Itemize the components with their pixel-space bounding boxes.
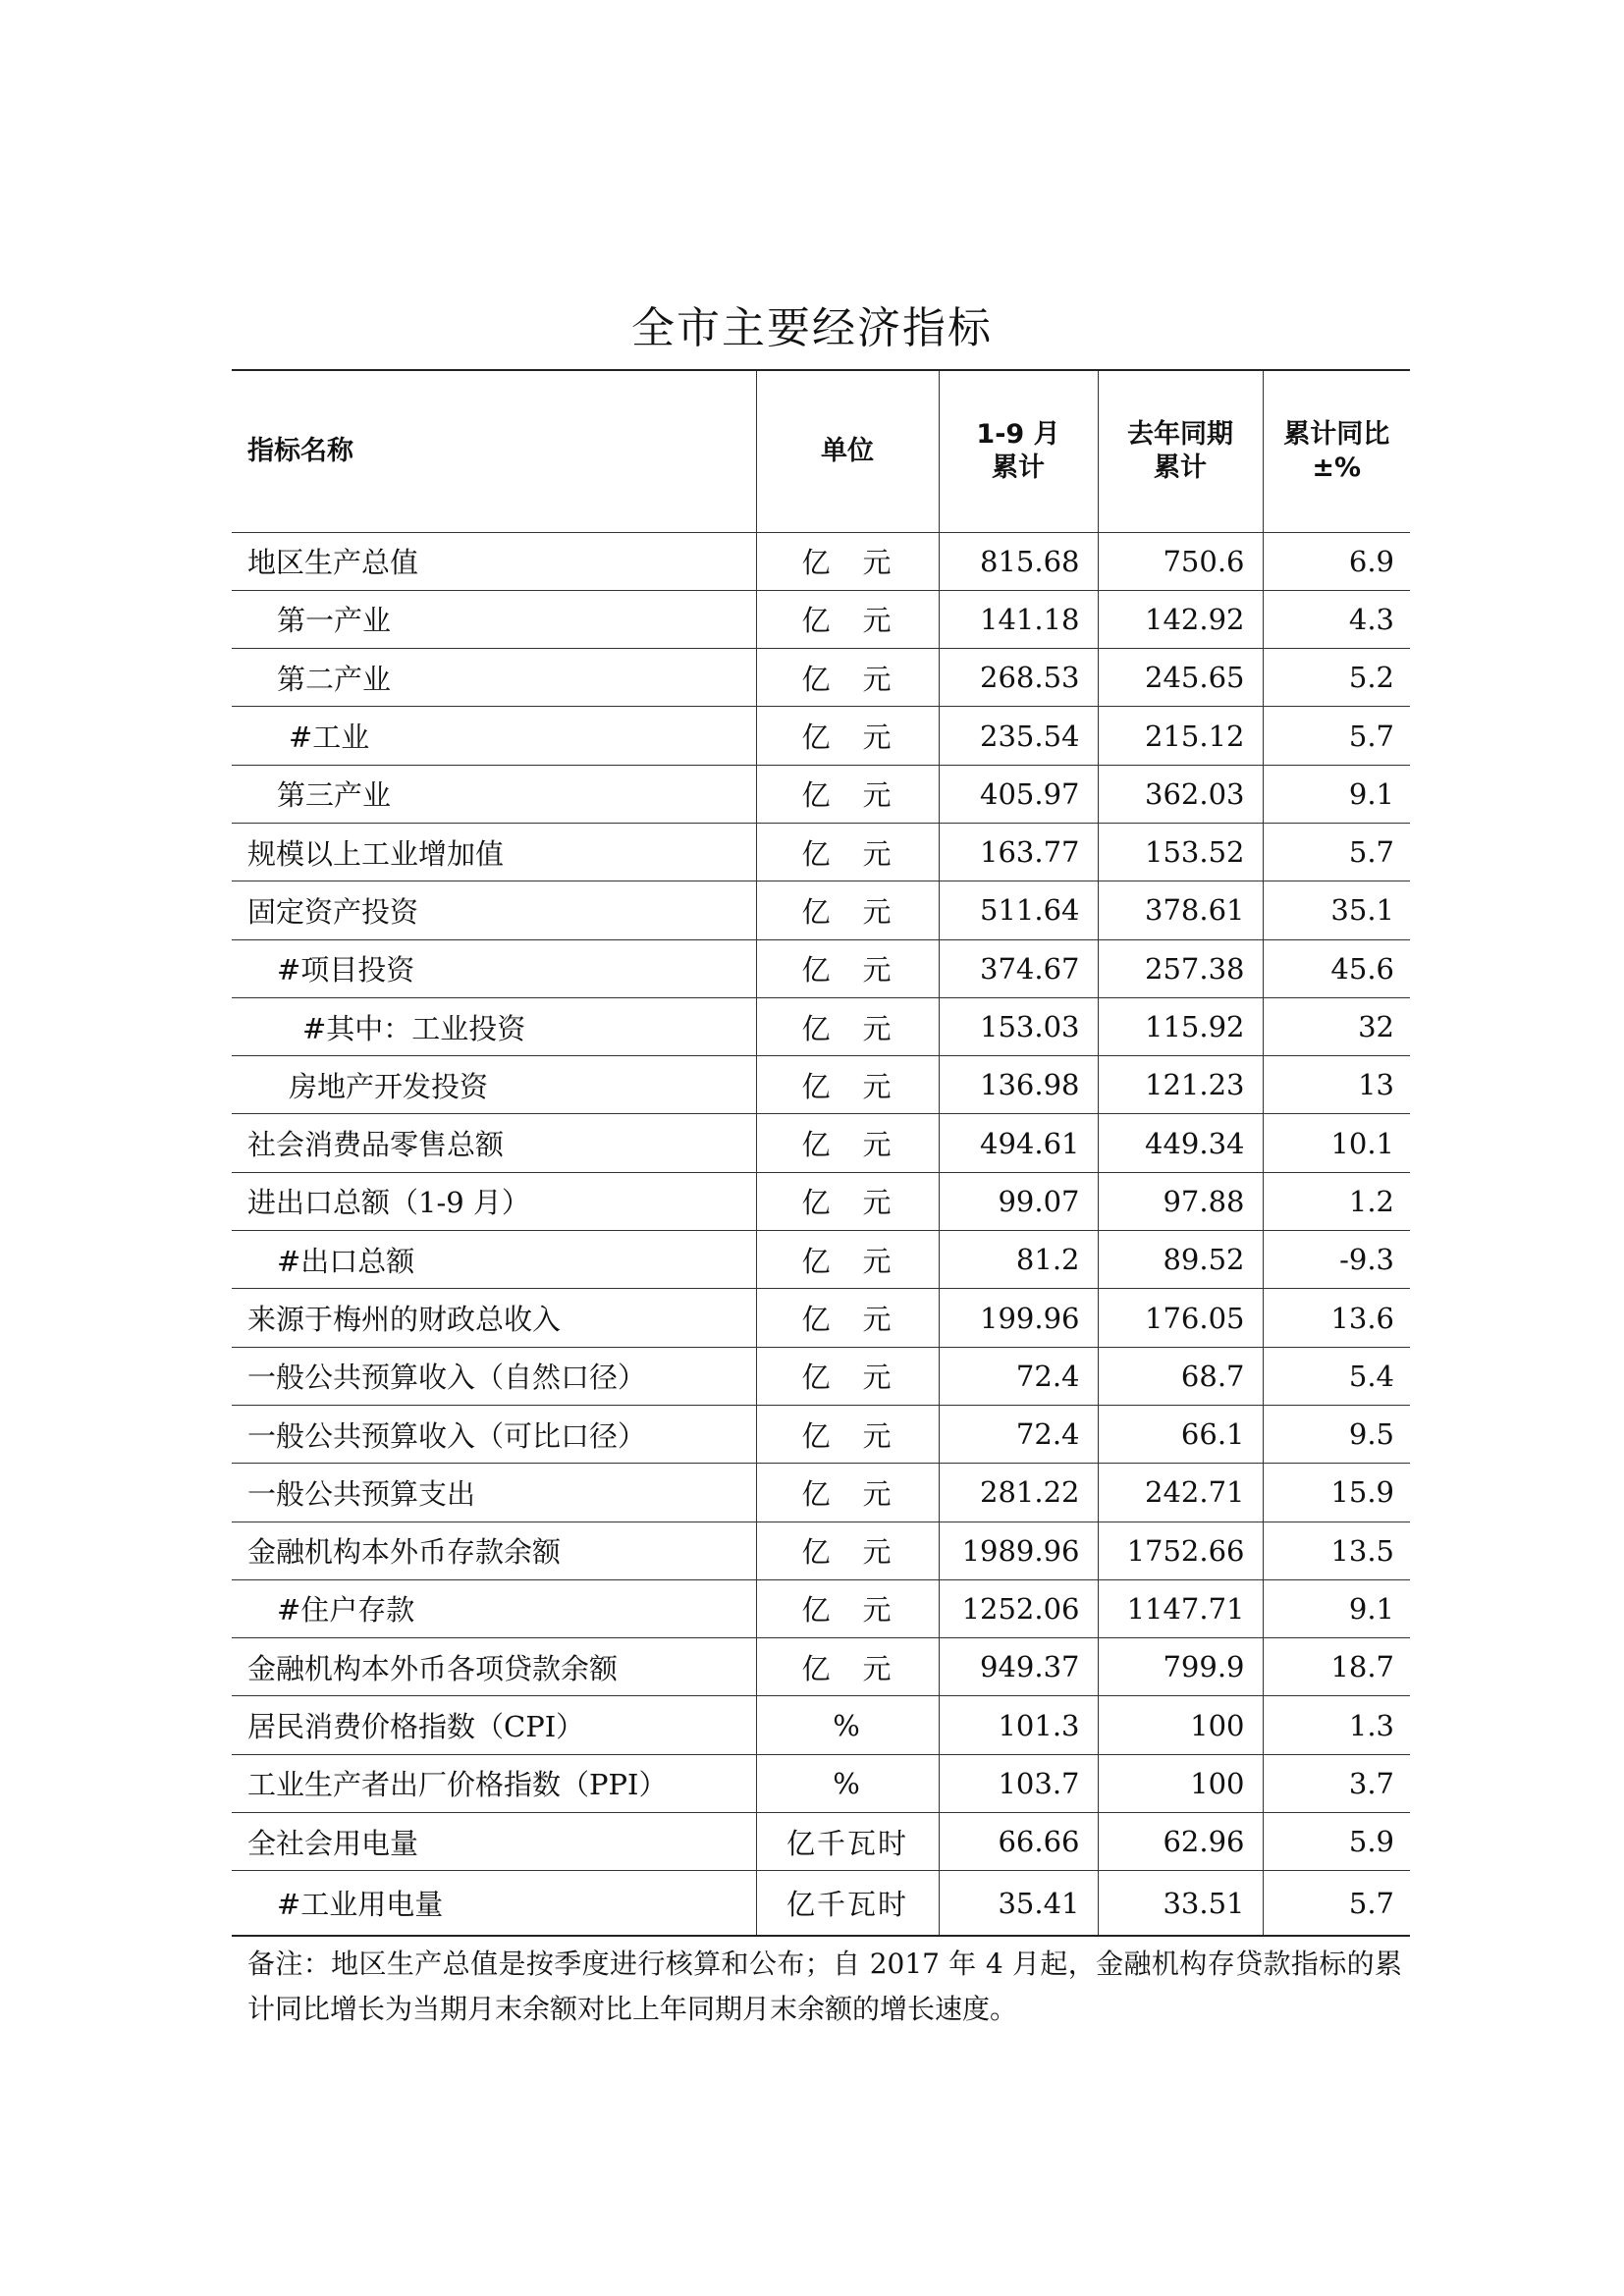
header-growth-line2: ±% <box>1312 452 1362 483</box>
unit-cell: 亿 元 <box>756 1522 939 1579</box>
current-value-cell: 405.97 <box>939 765 1098 823</box>
previous-value-cell: 142.92 <box>1098 590 1263 648</box>
growth-value-cell: 35.1 <box>1263 881 1410 939</box>
unit-cell: 亿 元 <box>756 1347 939 1405</box>
indicator-name-cell: #住户存款 <box>232 1579 756 1637</box>
growth-value-cell: 4.3 <box>1263 590 1410 648</box>
table-row <box>232 1114 1410 1172</box>
previous-value-cell: 66.1 <box>1098 1405 1263 1463</box>
indicator-name-cell: 固定资产投资 <box>232 881 756 939</box>
economic-indicators-table <box>232 369 1410 1937</box>
unit-cell: 亿 元 <box>756 765 939 823</box>
indicator-name-cell: 第一产业 <box>232 590 756 648</box>
previous-value-cell: 362.03 <box>1098 765 1263 823</box>
unit-cell: 亿 元 <box>756 1231 939 1289</box>
indicator-name-cell: 金融机构本外币存款余额 <box>232 1522 756 1579</box>
table-row <box>232 1871 1410 1936</box>
indicator-name-cell: 一般公共预算支出 <box>232 1464 756 1522</box>
indicator-name-cell: #工业用电量 <box>232 1871 756 1936</box>
table-row <box>232 823 1410 881</box>
growth-value-cell: 1.3 <box>1263 1696 1410 1754</box>
current-value-cell: 141.18 <box>939 590 1098 648</box>
growth-value-cell: 9.1 <box>1263 765 1410 823</box>
previous-value-cell: 242.71 <box>1098 1464 1263 1522</box>
table-row <box>232 1056 1410 1114</box>
indicator-name-cell: #工业 <box>232 707 756 765</box>
previous-value-cell: 750.6 <box>1098 532 1263 590</box>
previous-value-cell: 115.92 <box>1098 997 1263 1055</box>
previous-value-cell: 257.38 <box>1098 939 1263 997</box>
header-current-line1: 1-9 月 <box>976 418 1060 450</box>
unit-cell: 亿 元 <box>756 590 939 648</box>
table-row <box>232 1289 1410 1347</box>
table-row <box>232 1172 1410 1230</box>
unit-cell: 亿 元 <box>756 997 939 1055</box>
previous-value-cell: 1147.71 <box>1098 1579 1263 1637</box>
table-row <box>232 1347 1410 1405</box>
unit-cell: 亿 元 <box>756 1056 939 1114</box>
previous-value-cell: 1752.66 <box>1098 1522 1263 1579</box>
current-value-cell: 103.7 <box>939 1754 1098 1812</box>
current-value-cell: 81.2 <box>939 1231 1098 1289</box>
indicator-name-cell: #项目投资 <box>232 939 756 997</box>
header-unit: 单位 <box>756 370 939 532</box>
header-previous-cumulative <box>1098 370 1263 532</box>
table-row <box>232 997 1410 1055</box>
growth-value-cell: 13.5 <box>1263 1522 1410 1579</box>
growth-value-cell: 5.2 <box>1263 649 1410 707</box>
growth-value-cell: 18.7 <box>1263 1638 1410 1696</box>
previous-value-cell: 62.96 <box>1098 1813 1263 1871</box>
growth-value-cell: 6.9 <box>1263 532 1410 590</box>
indicator-name-cell: 规模以上工业增加值 <box>232 823 756 881</box>
previous-value-cell: 68.7 <box>1098 1347 1263 1405</box>
previous-value-cell: 33.51 <box>1098 1871 1263 1936</box>
growth-value-cell: 5.7 <box>1263 823 1410 881</box>
growth-value-cell: 9.5 <box>1263 1405 1410 1463</box>
indicator-name-cell: 一般公共预算收入（可比口径） <box>232 1405 756 1463</box>
current-value-cell: 199.96 <box>939 1289 1098 1347</box>
table-header-row <box>232 370 1410 532</box>
previous-value-cell: 378.61 <box>1098 881 1263 939</box>
unit-cell: % <box>756 1754 939 1812</box>
growth-value-cell: -9.3 <box>1263 1231 1410 1289</box>
header-previous-line2: 累计 <box>1154 452 1207 483</box>
growth-value-cell: 5.9 <box>1263 1813 1410 1871</box>
indicator-name-cell: 来源于梅州的财政总收入 <box>232 1289 756 1347</box>
unit-cell: 亿 元 <box>756 649 939 707</box>
table-row <box>232 1696 1410 1754</box>
table-row <box>232 590 1410 648</box>
growth-value-cell: 15.9 <box>1263 1464 1410 1522</box>
header-indicator-name: 指标名称 <box>232 370 756 532</box>
growth-value-cell: 45.6 <box>1263 939 1410 997</box>
current-value-cell: 949.37 <box>939 1638 1098 1696</box>
current-value-cell: 136.98 <box>939 1056 1098 1114</box>
unit-cell: 亿千瓦时 <box>756 1813 939 1871</box>
previous-value-cell: 245.65 <box>1098 649 1263 707</box>
indicator-name-cell: 第二产业 <box>232 649 756 707</box>
header-current-cumulative <box>939 370 1098 532</box>
table-row <box>232 1754 1410 1812</box>
table-row <box>232 1579 1410 1637</box>
unit-cell: 亿 元 <box>756 939 939 997</box>
table-row <box>232 532 1410 590</box>
table-row <box>232 939 1410 997</box>
unit-cell: 亿 元 <box>756 1638 939 1696</box>
indicator-name-cell: 房地产开发投资 <box>232 1056 756 1114</box>
unit-cell: 亿 元 <box>756 1172 939 1230</box>
current-value-cell: 494.61 <box>939 1114 1098 1172</box>
growth-value-cell: 5.4 <box>1263 1347 1410 1405</box>
indicator-name-cell: 地区生产总值 <box>232 532 756 590</box>
unit-cell: 亿 元 <box>756 823 939 881</box>
previous-value-cell: 799.9 <box>1098 1638 1263 1696</box>
unit-cell: 亿 元 <box>756 532 939 590</box>
current-value-cell: 1989.96 <box>939 1522 1098 1579</box>
unit-cell: 亿 元 <box>756 1464 939 1522</box>
indicator-name-cell: #出口总额 <box>232 1231 756 1289</box>
growth-value-cell: 5.7 <box>1263 1871 1410 1936</box>
header-previous-line1: 去年同期 <box>1127 418 1233 450</box>
header-growth-line1: 累计同比 <box>1283 418 1390 450</box>
growth-value-cell: 13 <box>1263 1056 1410 1114</box>
current-value-cell: 281.22 <box>939 1464 1098 1522</box>
unit-cell: 亿 元 <box>756 881 939 939</box>
table-body <box>232 532 1410 1936</box>
previous-value-cell: 153.52 <box>1098 823 1263 881</box>
indicator-name-cell: 一般公共预算收入（自然口径） <box>232 1347 756 1405</box>
current-value-cell: 99.07 <box>939 1172 1098 1230</box>
indicator-name-cell: 居民消费价格指数（CPI） <box>232 1696 756 1754</box>
unit-cell: 亿 元 <box>756 1579 939 1637</box>
page-title: 全市主要经济指标 <box>631 303 993 353</box>
current-value-cell: 1252.06 <box>939 1579 1098 1637</box>
indicator-name-cell: 社会消费品零售总额 <box>232 1114 756 1172</box>
footnote: 备注：地区生产总值是按季度进行核算和公布；自 2017 年 4 月起，金融机构存贷款指标的累计同比增长为当期月末余额对比上年同期月末余额的增长速度。 <box>247 1948 1402 2025</box>
current-value-cell: 511.64 <box>939 881 1098 939</box>
table-row <box>232 1405 1410 1463</box>
current-value-cell: 101.3 <box>939 1696 1098 1754</box>
growth-value-cell: 13.6 <box>1263 1289 1410 1347</box>
current-value-cell: 163.77 <box>939 823 1098 881</box>
growth-value-cell: 10.1 <box>1263 1114 1410 1172</box>
table-row <box>232 1813 1410 1871</box>
table-row <box>232 707 1410 765</box>
previous-value-cell: 176.05 <box>1098 1289 1263 1347</box>
table-row <box>232 1231 1410 1289</box>
header-growth <box>1263 370 1410 532</box>
unit-cell: 亿千瓦时 <box>756 1871 939 1936</box>
indicator-name-cell: 工业生产者出厂价格指数（PPI） <box>232 1754 756 1812</box>
table-row <box>232 1464 1410 1522</box>
table-row <box>232 649 1410 707</box>
table-row <box>232 881 1410 939</box>
indicator-name-cell: #其中：工业投资 <box>232 997 756 1055</box>
growth-value-cell: 32 <box>1263 997 1410 1055</box>
growth-value-cell: 1.2 <box>1263 1172 1410 1230</box>
current-value-cell: 815.68 <box>939 532 1098 590</box>
previous-value-cell: 215.12 <box>1098 707 1263 765</box>
current-value-cell: 268.53 <box>939 649 1098 707</box>
indicator-name-cell: 全社会用电量 <box>232 1813 756 1871</box>
header-current-line2: 累计 <box>992 452 1045 483</box>
indicator-name-cell: 进出口总额（1-9 月） <box>232 1172 756 1230</box>
table-row <box>232 1638 1410 1696</box>
current-value-cell: 72.4 <box>939 1347 1098 1405</box>
current-value-cell: 153.03 <box>939 997 1098 1055</box>
unit-cell: 亿 元 <box>756 1114 939 1172</box>
previous-value-cell: 97.88 <box>1098 1172 1263 1230</box>
current-value-cell: 72.4 <box>939 1405 1098 1463</box>
previous-value-cell: 449.34 <box>1098 1114 1263 1172</box>
previous-value-cell: 89.52 <box>1098 1231 1263 1289</box>
unit-cell: 亿 元 <box>756 1405 939 1463</box>
current-value-cell: 66.66 <box>939 1813 1098 1871</box>
unit-cell: 亿 元 <box>756 1289 939 1347</box>
unit-cell: 亿 元 <box>756 707 939 765</box>
table-row <box>232 765 1410 823</box>
indicator-name-cell: 金融机构本外币各项贷款余额 <box>232 1638 756 1696</box>
current-value-cell: 35.41 <box>939 1871 1098 1936</box>
growth-value-cell: 5.7 <box>1263 707 1410 765</box>
previous-value-cell: 100 <box>1098 1754 1263 1812</box>
table-row <box>232 1522 1410 1579</box>
current-value-cell: 235.54 <box>939 707 1098 765</box>
previous-value-cell: 100 <box>1098 1696 1263 1754</box>
current-value-cell: 374.67 <box>939 939 1098 997</box>
previous-value-cell: 121.23 <box>1098 1056 1263 1114</box>
growth-value-cell: 3.7 <box>1263 1754 1410 1812</box>
growth-value-cell: 9.1 <box>1263 1579 1410 1637</box>
unit-cell: % <box>756 1696 939 1754</box>
indicator-name-cell: 第三产业 <box>232 765 756 823</box>
